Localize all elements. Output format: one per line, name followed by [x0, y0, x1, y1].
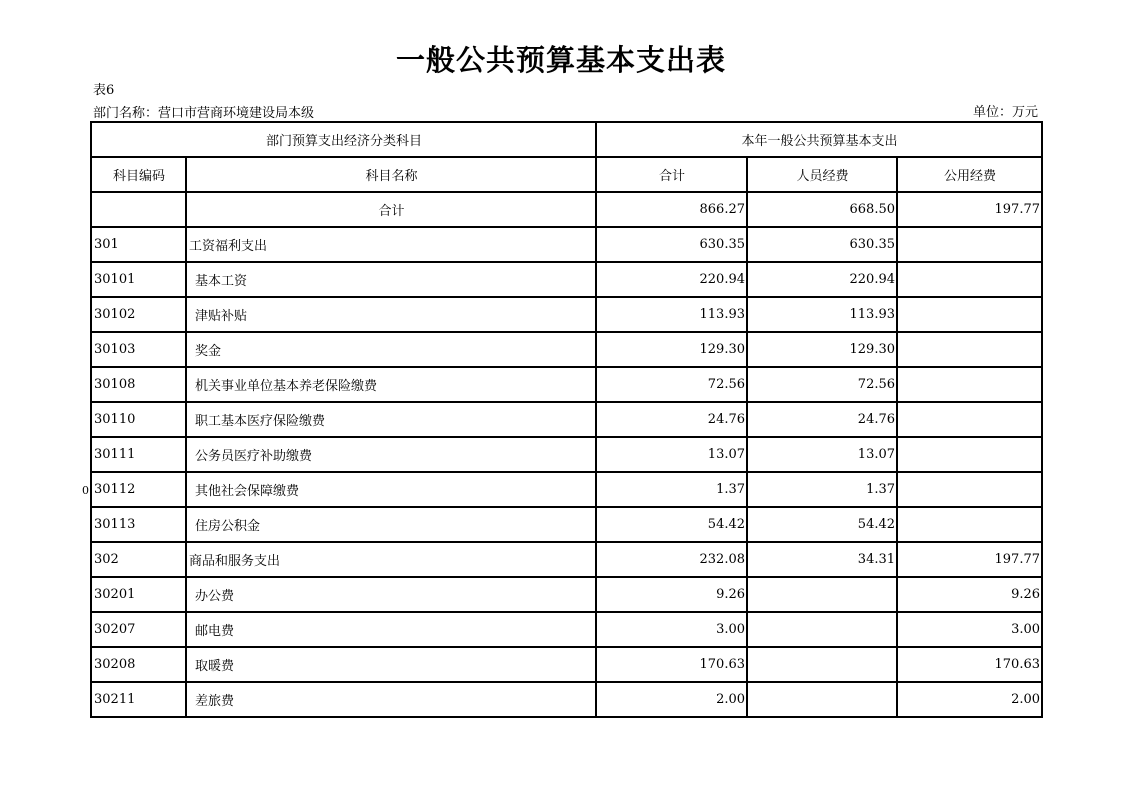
cell-public — [897, 507, 1042, 542]
cell-code: 30108 — [91, 367, 186, 402]
cell-personnel: 54.42 — [747, 507, 897, 542]
cell-name: 奖金 — [186, 332, 596, 367]
table-row — [91, 402, 1042, 437]
total-label: 合计 — [186, 192, 596, 227]
cell-total: 2.00 — [596, 682, 747, 717]
table-row — [91, 262, 1042, 297]
cell-code: 30201 — [91, 577, 186, 612]
cell-personnel: 113.93 — [747, 297, 897, 332]
table-row — [91, 542, 1042, 577]
cell-total: 1.37 — [596, 472, 747, 507]
total-code-cell — [91, 192, 186, 227]
cell-code: 30113 — [91, 507, 186, 542]
cell-code: 30102 — [91, 297, 186, 332]
cell-personnel: 72.56 — [747, 367, 897, 402]
table-row — [91, 437, 1042, 472]
cell-public — [897, 297, 1042, 332]
cell-total: 220.94 — [596, 262, 747, 297]
cell-public: 9.26 — [897, 577, 1042, 612]
cell-name: 机关事业单位基本养老保险缴费 — [186, 367, 596, 402]
cell-code: 30110 — [91, 402, 186, 437]
cell-public — [897, 262, 1042, 297]
cell-total: 72.56 — [596, 367, 747, 402]
cell-total: 13.07 — [596, 437, 747, 472]
margin-mark: 0 — [82, 484, 89, 497]
cell-personnel: 220.94 — [747, 262, 897, 297]
page-title: 一般公共预算基本支出表 — [395, 43, 726, 77]
cell-personnel: 24.76 — [747, 402, 897, 437]
cell-total: 113.93 — [596, 297, 747, 332]
cell-total: 3.00 — [596, 612, 747, 647]
total-row — [91, 192, 1042, 227]
header-group-row — [91, 122, 1042, 157]
cell-total: 232.08 — [596, 542, 747, 577]
cell-personnel — [747, 612, 897, 647]
cell-total: 54.42 — [596, 507, 747, 542]
cell-public — [897, 437, 1042, 472]
table-row — [91, 577, 1042, 612]
table-row — [91, 367, 1042, 402]
table-row — [91, 682, 1042, 717]
cell-name: 住房公积金 — [186, 507, 596, 542]
cell-name: 差旅费 — [186, 682, 596, 717]
header-econ-classification: 部门预算支出经济分类科目 — [91, 122, 596, 157]
cell-name: 职工基本医疗保险缴费 — [186, 402, 596, 437]
cell-name: 津贴补贴 — [186, 297, 596, 332]
cell-personnel: 630.35 — [747, 227, 897, 262]
cell-name: 商品和服务支出 — [186, 542, 596, 577]
cell-code: 30101 — [91, 262, 186, 297]
cell-name: 公务员医疗补助缴费 — [186, 437, 596, 472]
table-row — [91, 332, 1042, 367]
cell-personnel — [747, 647, 897, 682]
cell-public: 2.00 — [897, 682, 1042, 717]
cell-public — [897, 227, 1042, 262]
cell-personnel: 34.31 — [747, 542, 897, 577]
cell-personnel — [747, 682, 897, 717]
cell-code: 30112 — [91, 472, 186, 507]
cell-total: 24.76 — [596, 402, 747, 437]
cell-name: 工资福利支出 — [186, 227, 596, 262]
unit-label: 单位：万元 — [972, 105, 1038, 120]
cell-personnel: 129.30 — [747, 332, 897, 367]
header-code: 科目编码 — [91, 157, 186, 192]
cell-code: 30208 — [91, 647, 186, 682]
header-column-row — [91, 157, 1042, 192]
header-current-year-expenditure: 本年一般公共预算基本支出 — [596, 122, 1042, 157]
cell-code: 30111 — [91, 437, 186, 472]
cell-total: 170.63 — [596, 647, 747, 682]
cell-public: 197.77 — [897, 542, 1042, 577]
total-personnel: 668.50 — [747, 192, 897, 227]
cell-public: 170.63 — [897, 647, 1042, 682]
cell-total: 129.30 — [596, 332, 747, 367]
cell-name: 办公费 — [186, 577, 596, 612]
header-personnel: 人员经费 — [747, 157, 897, 192]
cell-code: 302 — [91, 542, 186, 577]
cell-name: 其他社会保障缴费 — [186, 472, 596, 507]
cell-public — [897, 367, 1042, 402]
cell-public — [897, 332, 1042, 367]
cell-personnel: 1.37 — [747, 472, 897, 507]
cell-personnel — [747, 577, 897, 612]
table-number: 表6 — [93, 83, 115, 98]
cell-public: 3.00 — [897, 612, 1042, 647]
cell-name: 取暖费 — [186, 647, 596, 682]
table-row — [91, 507, 1042, 542]
cell-code: 30103 — [91, 332, 186, 367]
table-row — [91, 647, 1042, 682]
cell-public — [897, 402, 1042, 437]
header-name: 科目名称 — [186, 157, 596, 192]
table-row — [91, 227, 1042, 262]
cell-total: 9.26 — [596, 577, 747, 612]
cell-code: 30207 — [91, 612, 186, 647]
budget-table — [90, 121, 1043, 718]
cell-total: 630.35 — [596, 227, 747, 262]
table-row — [91, 612, 1042, 647]
header-total: 合计 — [596, 157, 747, 192]
cell-code: 30211 — [91, 682, 186, 717]
department-name: 部门名称：营口市营商环境建设局本级 — [93, 106, 315, 121]
cell-name: 邮电费 — [186, 612, 596, 647]
cell-personnel: 13.07 — [747, 437, 897, 472]
total-public: 197.77 — [897, 192, 1042, 227]
cell-code: 301 — [91, 227, 186, 262]
header-public: 公用经费 — [897, 157, 1042, 192]
cell-name: 基本工资 — [186, 262, 596, 297]
cell-public — [897, 472, 1042, 507]
total-amount: 866.27 — [596, 192, 747, 227]
table-row — [91, 297, 1042, 332]
table-row — [91, 472, 1042, 507]
